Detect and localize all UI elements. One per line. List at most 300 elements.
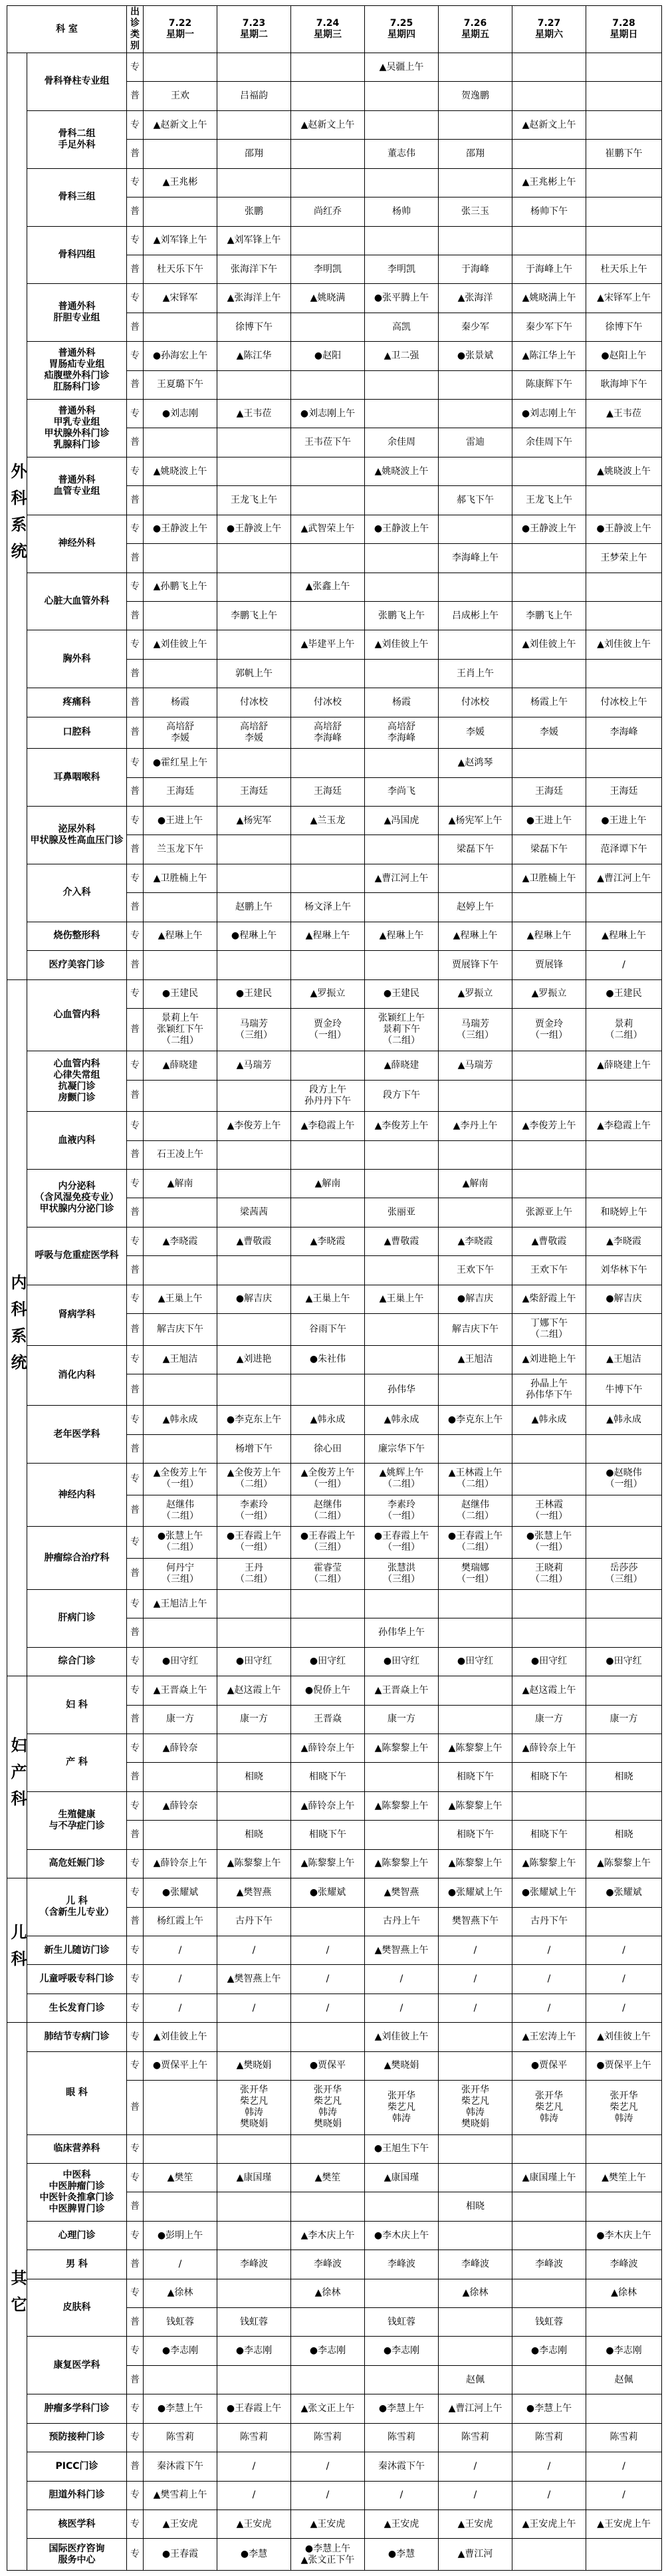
schedule-cell: / [291,1994,365,2022]
department-name: 血液内科 [27,1112,127,1170]
visit-type: 专 [127,573,144,601]
visit-type: 专 [127,1051,144,1080]
schedule-cell [512,1791,586,1820]
schedule-cell [217,110,291,139]
visit-type: 专 [127,1878,144,1907]
schedule-cell [365,400,439,428]
schedule-cell: 李媛 [439,717,512,748]
day-date: 7.25 [390,18,413,29]
schedule-cell: 余佳周 [365,428,439,457]
schedule-cell [439,226,512,255]
schedule-cell [586,1589,662,1618]
department-name: 普通外科 肝胆专业组 [27,284,127,342]
schedule-cell [439,168,512,197]
category-label [7,2023,27,2571]
schedule-cell: 李峰波 [291,2250,365,2279]
schedule-cell: 李尚飞 [365,777,439,806]
schedule-cell: ▲王兆彬上午 [512,168,586,197]
schedule-cell: ▲樊笙上午 [586,2163,662,2192]
table-row [7,457,662,485]
department-name: 耳鼻咽喉科 [27,749,127,807]
table-row [7,400,662,428]
department-name: 预防接种门诊 [27,2423,127,2452]
schedule-cell: ▲罗振立 [439,979,512,1008]
schedule-cell [291,749,365,777]
day-header-5 [512,6,586,53]
schedule-cell: ●贾保平上午 [144,2051,217,2080]
schedule-cell: 廉宗华下午 [365,1434,439,1463]
visit-type: 普 [127,2365,144,2394]
schedule-cell: ▲刘佳彼上午 [365,630,439,659]
schedule-cell [217,1374,291,1405]
schedule-cell: ●王静波上午 [512,515,586,543]
table-row [7,1051,662,1080]
schedule-cell: 高培舒 李媛 [217,717,291,748]
schedule-cell [144,2081,217,2134]
department-name: 呼吸与危重症医学科 [27,1227,127,1285]
table-row [7,1849,662,1878]
schedule-cell: 张三玉 [439,197,512,226]
department-name: 肝病门诊 [27,1589,127,1647]
schedule-cell [512,893,586,922]
schedule-cell [217,1791,291,1820]
schedule-cell: ●李志刚 [144,2337,217,2365]
schedule-cell [512,1170,586,1198]
schedule-cell: 秦少军 [439,313,512,341]
schedule-cell [144,2134,217,2163]
schedule-cell: ▲薛铃奈上午 [512,1734,586,1763]
visit-type: 专 [127,2423,144,2452]
schedule-cell: 王海廷 [291,777,365,806]
schedule-cell [439,2134,512,2163]
schedule-cell: ●王进上午 [512,806,586,835]
schedule-cell: / [365,1965,439,1994]
visit-type: 普 [127,255,144,283]
schedule-cell: ●李克东上午 [439,1406,512,1434]
schedule-cell: 王晋焱 [291,1705,365,1734]
schedule-cell [217,544,291,573]
schedule-cell: ▲樊智燕 [365,1878,439,1907]
day-header-0 [144,6,217,53]
schedule-cell: 杜天乐下午 [144,255,217,283]
department-name: 临床营养科 [27,2134,127,2163]
schedule-cell: 徐博下午 [217,313,291,341]
schedule-cell: 秦沐霞下午 [144,2452,217,2481]
schedule-cell [291,1589,365,1618]
schedule-cell: 陈雪莉 [217,2423,291,2452]
schedule-cell [439,1140,512,1169]
table-row [7,1285,662,1313]
schedule-cell [144,602,217,630]
schedule-cell: 徐心田 [291,1434,365,1463]
schedule-cell [217,749,291,777]
schedule-cell: 杨霞 [365,688,439,717]
schedule-cell: / [439,1965,512,1994]
schedule-cell: ▲陈黎黎上午 [439,1791,512,1820]
schedule-cell [439,630,512,659]
department-name: 疼痛科 [27,688,127,717]
schedule-cell: ●田守红 [512,1647,586,1676]
schedule-cell: ▲全俊芳上午 （二组） [217,1464,291,1495]
schedule-cell: 李峰波 [439,2250,512,2279]
schedule-cell: 解吉庆下午 [144,1314,217,1345]
schedule-cell [439,2051,512,2080]
schedule-cell: ●王进上午 [144,806,217,835]
schedule-cell: ▲曹敬霞 [365,1227,439,1255]
schedule-cell: ●田守红 [144,1647,217,1676]
schedule-cell: 范泽谭下午 [586,835,662,864]
schedule-cell: 相晓下午 [512,1763,586,1791]
schedule-cell: ▲王巢上午 [144,1285,217,1313]
day-weekday: 星期六 [535,29,563,40]
table-row [7,806,662,835]
visit-type: 普 [127,1198,144,1227]
department-name: 心血管内科 心律失常组 抗凝门诊 房颤门诊 [27,1051,127,1112]
schedule-cell: 钱虹蓉 [512,2308,586,2337]
schedule-cell: ▲陈黎黎上午 [512,1849,586,1878]
schedule-cell [512,140,586,168]
schedule-cell: ●王春霞上午 （一组） [217,1527,291,1558]
day-header-6 [586,6,662,53]
schedule-cell: 杨帅 [365,197,439,226]
day-weekday: 星期日 [610,29,638,40]
day-date: 7.27 [537,18,561,29]
schedule-cell: 郝飞下午 [439,486,512,515]
visit-type: 专 [127,1527,144,1558]
schedule-cell: 杨霞 [144,688,217,717]
schedule-cell: ▲解南 [291,1170,365,1198]
visit-type: 专 [127,2221,144,2250]
schedule-cell [439,573,512,601]
schedule-cell: ▲姚晓满 [291,284,365,313]
visit-type: 专 [127,515,144,543]
visit-type: 专 [127,1791,144,1820]
schedule-cell: ●王静波上午 [586,515,662,543]
schedule-cell: ▲陈黎黎上午 [217,1849,291,1878]
schedule-cell [365,1140,439,1169]
schedule-cell [365,1256,439,1285]
schedule-cell: ▲薛晓建 [365,1051,439,1080]
schedule-cell: 高培舒 李媛 [144,717,217,748]
schedule-cell [291,1618,365,1647]
schedule-cell: ●赵阳 [291,342,365,370]
schedule-cell [439,1705,512,1734]
schedule-cell: 孙晶上午 孙伟华下午 [512,1374,586,1405]
schedule-cell: 王海廷 [512,777,586,806]
type-header: 出诊 类别 [127,6,144,53]
department-name: 烧伤整形科 [27,922,127,950]
dept-header: 科 室 [7,6,127,53]
schedule-cell: ●李木庆上午 [365,2221,439,2250]
schedule-cell: 耿海坤下午 [586,370,662,399]
schedule-cell: ▲樊智燕 [217,1878,291,1907]
schedule-cell: 张开华 柴艺凡 韩涛 樊晓娟 [439,2081,512,2134]
schedule-cell [512,1080,586,1111]
schedule-cell: / [439,1936,512,1965]
schedule-cell: ▲张海洋 [439,284,512,313]
schedule-cell: / [144,1936,217,1965]
table-row [7,2481,662,2510]
schedule-cell: ●倪侨上午 [291,1676,365,1705]
schedule-cell: ▲柴舒霞上午 [512,1285,586,1313]
schedule-cell: 刘华林下午 [586,1256,662,1285]
schedule-cell: ▲韩永成 [291,1406,365,1434]
schedule-cell [512,2192,586,2221]
schedule-cell: ▲卫胜楠上午 [512,864,586,892]
schedule-cell: ▲薛铃奈 [144,1791,217,1820]
table-row [7,2163,662,2192]
visit-type: 普 [127,1907,144,1936]
schedule-cell: / [439,1994,512,2022]
schedule-cell [217,2365,291,2394]
schedule-cell: 陈雪莉 [512,2423,586,2452]
visit-type: 普 [127,370,144,399]
department-name: 骨科四组 [27,226,127,284]
schedule-cell: ▲张文正上午 [291,2394,365,2423]
schedule-cell: ▲王兆彬 [144,168,217,197]
schedule-cell: 张开华 柴艺凡 韩涛 [586,2081,662,2134]
day-weekday: 星期五 [461,29,489,40]
schedule-cell [144,2192,217,2221]
table-row [7,922,662,950]
schedule-cell: ▲陈黎黎上午 [439,1734,512,1763]
schedule-cell [291,2308,365,2337]
schedule-cell [439,2337,512,2365]
schedule-cell: 陈康辉下午 [512,370,586,399]
schedule-cell: ▲杨宪军 [217,806,291,835]
schedule-cell: ▲徐林 [586,2279,662,2307]
schedule-cell [144,53,217,82]
schedule-cell: 王海廷 [586,777,662,806]
schedule-cell: ▲陈黎黎上午 [365,1734,439,1763]
schedule-cell [586,1676,662,1705]
schedule-cell [365,544,439,573]
visit-type: 专 [127,2051,144,2080]
schedule-cell: ▲康国瑾 [217,2163,291,2192]
schedule-cell [439,2163,512,2192]
schedule-cell [217,864,291,892]
schedule-cell: 张开华 柴艺凡 韩涛 樊晓娟 [291,2081,365,2134]
schedule-cell: 王晓莉 （二组） [512,1558,586,1589]
visit-type: 普 [127,1705,144,1734]
schedule-cell [144,313,217,341]
schedule-cell: 赵佩 [586,2365,662,2394]
schedule-cell: 陈雪莉 [144,2423,217,2452]
department-name: 骨科脊柱专业组 [27,53,127,111]
department-name: 肿瘤多学科门诊 [27,2394,127,2423]
schedule-cell [217,1080,291,1111]
schedule-cell: 赵继伟 （二组） [439,1495,512,1526]
schedule-cell: ▲樊晓娟 [217,2051,291,2080]
table-row [7,1464,662,1495]
schedule-cell: 王欢 [144,82,217,110]
schedule-cell: ▲武智荣上午 [291,515,365,543]
schedule-cell: ▲陈江华 [217,342,291,370]
schedule-cell: ●李木庆上午 [586,2221,662,2250]
schedule-cell [365,1170,439,1198]
schedule-cell: ▲李晓霞 [144,1227,217,1255]
schedule-cell: ●朱社伟 [291,1345,365,1374]
schedule-cell: ●贾保平上午 [586,2051,662,2080]
schedule-cell: ▲罗振立 [512,979,586,1008]
schedule-cell: / [586,1936,662,1965]
schedule-cell: ▲康国瑾上午 [512,2163,586,2192]
schedule-cell: ▲李稳霞上午 [291,1112,365,1140]
schedule-cell: ▲卫二强 [365,342,439,370]
visit-type: 专 [127,922,144,950]
schedule-cell [439,1434,512,1463]
schedule-cell [365,749,439,777]
schedule-cell [586,1791,662,1820]
schedule-cell: ▲薛铃奈上午 [291,1791,365,1820]
visit-type: 专 [127,226,144,255]
schedule-cell [439,2221,512,2250]
schedule-cell [586,1907,662,1936]
schedule-cell: ●王春霞上午 [217,2394,291,2423]
schedule-cell: ▲王宏涛上午 [512,2023,586,2051]
schedule-cell [586,82,662,110]
department-name: 核医学科 [27,2510,127,2539]
table-row [7,515,662,543]
department-name: 儿童呼吸专科门诊 [27,1965,127,1994]
schedule-cell: 陈雪莉 [365,2423,439,2452]
schedule-cell [512,544,586,573]
visit-type: 普 [127,1008,144,1051]
table-row [7,1936,662,1965]
schedule-cell: 王林霞 （一组） [512,1495,586,1526]
schedule-cell: ▲李晓霞 [586,1227,662,1255]
department-name: 老年医学科 [27,1406,127,1464]
schedule-cell [439,1198,512,1227]
schedule-cell: ●王春霞 [144,2539,217,2570]
schedule-cell: ▲薛铃奈 [144,1734,217,1763]
schedule-cell: 秦少军下午 [512,313,586,341]
department-name: 介入科 [27,864,127,922]
department-name: 生长发育门诊 [27,1994,127,2022]
schedule-cell: 李素玲 （一组） [217,1495,291,1526]
schedule-cell: 赵继伟 （二组） [291,1495,365,1526]
schedule-cell: ●张耀斌上午 [439,1878,512,1907]
schedule-cell: 付冰校 [439,688,512,717]
schedule-cell [217,835,291,864]
schedule-cell: ▲毕建平上午 [291,630,365,659]
table-row [7,951,662,979]
schedule-cell: 李明凯 [291,255,365,283]
schedule-cell [365,659,439,688]
schedule-cell [144,1374,217,1405]
schedule-cell [586,1140,662,1169]
visit-type: 专 [127,806,144,835]
schedule-cell [217,2134,291,2163]
schedule-cell: ▲王安虎 [291,2510,365,2539]
category-label [7,1676,27,1878]
schedule-cell [217,1170,291,1198]
visit-type: 普 [127,1140,144,1169]
schedule-cell: 王韦莅下午 [291,428,365,457]
department-name: 骨科二组 手足外科 [27,110,127,168]
schedule-cell [586,2394,662,2423]
table-row [7,1589,662,1618]
schedule-cell: ▲陈黎黎上午 [291,1849,365,1878]
schedule-cell [512,659,586,688]
department-name: 心血管内科 [27,979,127,1051]
department-name: 内分泌科 （含风湿免疫专业） 甲状腺内分泌门诊 [27,1170,127,1227]
schedule-cell: 何丹宁 （三组） [144,1558,217,1589]
schedule-cell: / [144,1994,217,2022]
schedule-cell: ▲王旭洁 [144,1345,217,1374]
schedule-cell: / [144,2250,217,2279]
visit-type: 普 [127,1763,144,1791]
visit-type: 专 [127,1170,144,1198]
schedule-cell: ▲陈黎黎上午 [365,1791,439,1820]
schedule-cell: ●刘志刚上午 [291,400,365,428]
schedule-cell [439,2308,512,2337]
schedule-cell: ▲王安虎 [144,2510,217,2539]
visit-type: 普 [127,1080,144,1111]
schedule-cell: 王丹 （二组） [217,1558,291,1589]
schedule-cell [291,2365,365,2394]
schedule-cell: ▲韩永成 [512,1406,586,1434]
schedule-cell [291,951,365,979]
schedule-cell: 陈雪莉 [586,2423,662,2452]
schedule-cell [144,1434,217,1463]
schedule-cell: / [586,951,662,979]
schedule-cell [291,2023,365,2051]
schedule-cell [439,110,512,139]
schedule-cell: ▲王安虎 [365,2510,439,2539]
schedule-cell [144,2365,217,2394]
schedule-cell: 付冰校上午 [586,688,662,717]
schedule-cell [291,2134,365,2163]
schedule-cell [291,659,365,688]
schedule-cell: ▲樊晓娟 [365,2051,439,2080]
schedule-cell: / [217,1994,291,2022]
schedule-cell: ▲卫胜楠上午 [144,864,217,892]
schedule-cell: ●彭明上午 [144,2221,217,2250]
schedule-cell: 李鹏飞上午 [217,602,291,630]
schedule-cell [512,1589,586,1618]
schedule-cell [365,226,439,255]
day-header-4 [439,6,512,53]
schedule-cell [439,1080,512,1111]
schedule-cell: ▲兰玉龙 [291,806,365,835]
schedule-cell: ▲樊雪莉上午 [144,2481,217,2510]
schedule-cell: 孙伟华 [365,1374,439,1405]
schedule-cell: 杨文泽上午 [291,893,365,922]
visit-type: 专 [127,2481,144,2510]
schedule-cell: 谷雨下午 [291,1314,365,1345]
department-name: 男 科 [27,2250,127,2279]
schedule-cell: ▲赵这霞上午 [512,1676,586,1705]
visit-type: 普 [127,1558,144,1589]
schedule-cell: 付冰校 [217,688,291,717]
schedule-cell: 相晓下午 [291,1763,365,1791]
schedule-cell: 景莉 （二组） [586,1008,662,1051]
schedule-cell [291,1051,365,1080]
schedule-cell: ▲王韦莅 [217,400,291,428]
schedule-cell [144,951,217,979]
schedule-cell: ▲曹江河上午 [439,2394,512,2423]
schedule-cell: ▲韩永成 [586,1406,662,1434]
table-row [7,1994,662,2022]
department-name: 皮肤科 [27,2279,127,2337]
schedule-cell: 钱虹蓉 [144,2308,217,2337]
schedule-cell: ▲宋铎军上午 [586,284,662,313]
schedule-cell: ●李慧上午 [144,2394,217,2423]
schedule-cell [217,1256,291,1285]
schedule-cell [439,400,512,428]
schedule-cell: / [365,1994,439,2022]
